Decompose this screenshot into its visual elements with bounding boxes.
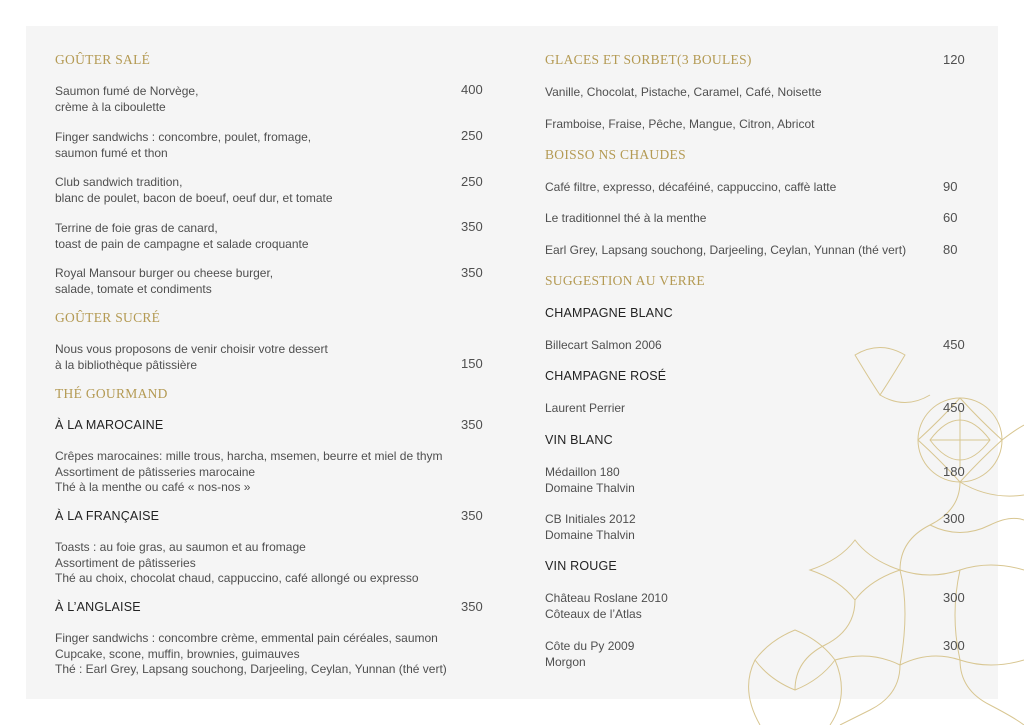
menu-item: Saumon fumé de Norvège, crème à la ciboulette xyxy=(55,84,199,114)
menu-item: Le traditionnel thé à la menthe xyxy=(545,211,707,225)
item-price: 120 xyxy=(943,52,965,67)
menu-item: Vanille, Chocolat, Pistache, Caramel, Café, Noisette xyxy=(545,85,822,99)
subsection-title: À LA MAROCAINE xyxy=(55,418,164,432)
item-price: 150 xyxy=(461,356,483,371)
item-price: 350 xyxy=(461,508,483,523)
item-price: 90 xyxy=(943,179,958,194)
item-price: 350 xyxy=(461,265,483,280)
section-boissons-title: BOISSO NS CHAUDES xyxy=(545,147,686,162)
menu-item-description: Toasts : au foie gras, au saumon et au fromage Assortiment de pâtisseries Thé au choix, chocolat chaud, cappuccino, café allongé ou expresso xyxy=(55,540,419,585)
menu-item: Terrine de foie gras de canard, toast de pain de campagne et salade croquante xyxy=(55,221,309,251)
menu-item: Côte du Py 2009 Morgon xyxy=(545,639,635,669)
menu-item: Château Roslane 2010 Côteaux de l’Atlas xyxy=(545,591,668,621)
menu-item-description: Crêpes marocaines: mille trous, harcha, msemen, beurre et miel de thym Assortiment de pâtisseries marocaine Thé à la menthe ou café « nos-nos » xyxy=(55,449,443,494)
subsection-title: CHAMPAGNE ROSÉ xyxy=(545,369,667,383)
item-price: 450 xyxy=(943,337,965,352)
subsection-title: VIN ROUGE xyxy=(545,559,617,573)
section-gouter-sucre-title: GOÛTER SUCRÉ xyxy=(55,310,161,325)
subsection-title: VIN BLANC xyxy=(545,433,613,447)
section-suggestion-title: SUGGESTION AU VERRE xyxy=(545,273,705,288)
item-price: 300 xyxy=(943,638,965,653)
menu-item: Royal Mansour burger ou cheese burger, salade, tomate et condiments xyxy=(55,266,274,296)
menu-item: Billecart Salmon 2006 xyxy=(545,338,662,352)
menu-item: Nous vous proposons de venir choisir votre dessert à la bibliothèque pâtissière xyxy=(55,342,328,372)
section-the-gourmand-title: THÉ GOURMAND xyxy=(55,386,168,401)
section-gouter-sale-title: GOÛTER SALÉ xyxy=(55,52,151,67)
item-price: 350 xyxy=(461,599,483,614)
item-price: 60 xyxy=(943,210,958,225)
subsection-title: À L’ANGLAISE xyxy=(55,600,141,614)
menu-item: Médaillon 180 Domaine Thalvin xyxy=(545,465,635,495)
item-price: 80 xyxy=(943,242,958,257)
item-price: 250 xyxy=(461,174,483,189)
item-price: 180 xyxy=(943,464,965,479)
menu-item: Earl Grey, Lapsang souchong, Darjeeling, Ceylan, Yunnan (thé vert) xyxy=(545,243,907,257)
item-price: 350 xyxy=(461,219,483,234)
menu-item: Café filtre, expresso, décaféiné, cappuccino, caffè latte xyxy=(545,180,837,194)
item-price: 250 xyxy=(461,128,483,143)
menu-item: Laurent Perrier xyxy=(545,401,626,415)
menu-item-description: Finger sandwichs : concombre crème, emmental pain céréales, saumon Cupcake, scone, muffin, brownies, guimauves Thé : Earl Grey, Lapsang souchong, Darjeeling, Ceylan, Yunnan (thé vert) xyxy=(55,631,447,676)
section-glaces-title: GLACES ET SORBET(3 BOULES) xyxy=(545,52,752,67)
menu-item: Club sandwich tradition, blanc de poulet, bacon de boeuf, oeuf dur, et tomate xyxy=(55,175,333,205)
item-price: 300 xyxy=(943,511,965,526)
item-price: 350 xyxy=(461,417,483,432)
menu-item: Framboise, Fraise, Pêche, Mangue, Citron, Abricot xyxy=(545,117,815,131)
item-price: 300 xyxy=(943,590,965,605)
subsection-title: CHAMPAGNE BLANC xyxy=(545,306,673,320)
item-price: 400 xyxy=(461,82,483,97)
subsection-title: À LA FRANÇAISE xyxy=(55,509,160,523)
menu-item: CB Initiales 2012 Domaine Thalvin xyxy=(545,512,636,542)
item-price: 450 xyxy=(943,400,965,415)
menu-item: Finger sandwichs : concombre, poulet, fromage, saumon fumé et thon xyxy=(55,130,312,160)
